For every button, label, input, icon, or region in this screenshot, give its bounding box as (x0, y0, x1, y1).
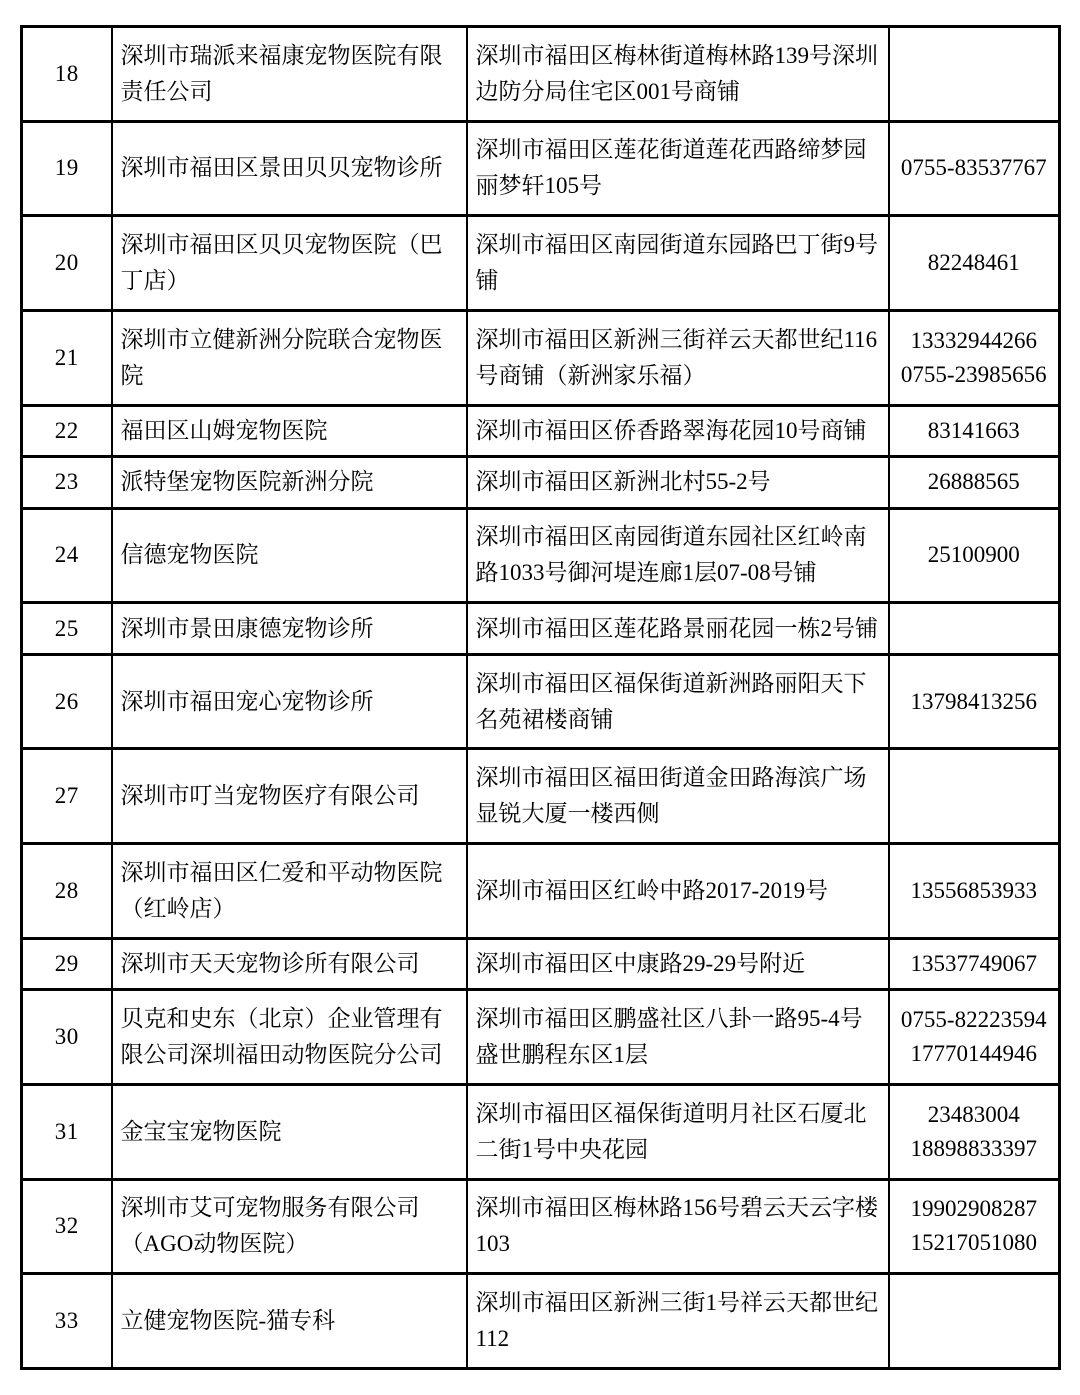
phone-cell (889, 749, 1060, 844)
phone-number: 0755-83537767 (900, 155, 1047, 181)
phone-number: 17770144946 (910, 1041, 1037, 1067)
phone-cell (889, 844, 1060, 939)
phone-number: 13332944266 (910, 327, 1037, 353)
table-row (22, 457, 1060, 509)
row-number-cell: 18 (22, 27, 112, 122)
row-number-cell: 28 (22, 844, 112, 939)
phone-number: 0755-82223594 (900, 1007, 1047, 1033)
table-row (22, 310, 1060, 405)
phone-cell (889, 310, 1060, 405)
address-cell: 深圳市福田区中康路29-29号附近 (467, 938, 889, 990)
hospital-name-cell: 深圳市福田区仁爱和平动物医院（红岭店） (112, 844, 467, 939)
phone-number: 13556853933 (910, 877, 1037, 903)
phone-number: 19902908287 (910, 1196, 1037, 1222)
row-number-cell: 24 (22, 508, 112, 603)
address-cell: 深圳市福田区南园街道东园路巴丁街9号铺 (467, 216, 889, 311)
phone-number: 25100900 (927, 542, 1020, 568)
row-number-cell: 33 (22, 1274, 112, 1369)
table-row (22, 603, 1060, 655)
row-number-cell: 29 (22, 938, 112, 990)
table-row (22, 1084, 1060, 1179)
phone-number: 83141663 (927, 417, 1020, 443)
table-row (22, 121, 1060, 216)
hospital-name-cell: 金宝宝宠物医院 (112, 1084, 467, 1179)
table-row (22, 1179, 1060, 1274)
hospital-name-cell: 福田区山姆宠物医院 (112, 405, 467, 457)
phone-cell (889, 457, 1060, 509)
phone-number: 13798413256 (910, 688, 1037, 714)
row-number-cell: 22 (22, 405, 112, 457)
hospital-name-cell: 深圳市天天宠物诊所有限公司 (112, 938, 467, 990)
phone-cell (889, 990, 1060, 1085)
table-row (22, 938, 1060, 990)
row-number-cell: 26 (22, 654, 112, 749)
address-cell: 深圳市福田区福田街道金田路海滨广场显锐大厦一楼西侧 (467, 749, 889, 844)
phone-cell (889, 938, 1060, 990)
phone-number: 15217051080 (910, 1230, 1037, 1256)
address-cell: 深圳市福田区鹏盛社区八卦一路95-4号盛世鹏程东区1层 (467, 990, 889, 1085)
row-number-cell: 19 (22, 121, 112, 216)
phone-cell (889, 603, 1060, 655)
row-number-cell: 30 (22, 990, 112, 1085)
table-row (22, 27, 1060, 122)
phone-number: 26888565 (927, 469, 1020, 495)
table-row (22, 508, 1060, 603)
phone-number: 18898833397 (910, 1135, 1037, 1161)
phone-cell (889, 27, 1060, 122)
phone-number: 23483004 (927, 1101, 1020, 1127)
address-cell: 深圳市福田区南园街道东园社区红岭南路1033号御河堤连廊1层07-08号铺 (467, 508, 889, 603)
table-row (22, 405, 1060, 457)
phone-cell (889, 405, 1060, 457)
address-cell: 深圳市福田区新洲三街1号祥云天都世纪112 (467, 1274, 889, 1369)
phone-number: 13537749067 (910, 951, 1037, 977)
row-number-cell: 31 (22, 1084, 112, 1179)
hospital-name-cell: 派特堡宠物医院新洲分院 (112, 457, 467, 509)
address-cell: 深圳市福田区福保街道明月社区石厦北二街1号中央花园 (467, 1084, 889, 1179)
phone-cell (889, 1084, 1060, 1179)
phone-cell (889, 216, 1060, 311)
address-cell: 深圳市福田区梅林街道梅林路139号深圳边防分局住宅区001号商铺 (467, 27, 889, 122)
phone-cell (889, 121, 1060, 216)
address-cell: 深圳市福田区梅林路156号碧云天云字楼103 (467, 1179, 889, 1274)
phone-cell (889, 1274, 1060, 1369)
address-cell: 深圳市福田区莲花路景丽花园一栋2号铺 (467, 603, 889, 655)
address-cell: 深圳市福田区红岭中路2017-2019号 (467, 844, 889, 939)
hospital-table-container (20, 25, 1058, 1370)
hospital-name-cell: 深圳市瑞派来福康宠物医院有限责任公司 (112, 27, 467, 122)
row-number-cell: 27 (22, 749, 112, 844)
hospital-name-cell: 深圳市福田宠心宠物诊所 (112, 654, 467, 749)
row-number-cell: 23 (22, 457, 112, 509)
phone-cell (889, 508, 1060, 603)
address-cell: 深圳市福田区莲花街道莲花西路缔梦园丽梦轩105号 (467, 121, 889, 216)
hospital-name-cell: 贝克和史东（北京）企业管理有限公司深圳福田动物医院分公司 (112, 990, 467, 1085)
hospital-name-cell: 深圳市福田区贝贝宠物医院（巴丁店） (112, 216, 467, 311)
table-row (22, 844, 1060, 939)
table-row (22, 749, 1060, 844)
phone-number: 82248461 (927, 250, 1020, 276)
address-cell: 深圳市福田区新洲三街祥云天都世纪116号商铺（新洲家乐福） (467, 310, 889, 405)
table-row (22, 1274, 1060, 1369)
hospital-table (20, 25, 1061, 1370)
hospital-table-body (22, 27, 1060, 1369)
address-cell: 深圳市福田区福保街道新洲路丽阳天下名苑裙楼商铺 (467, 654, 889, 749)
row-number-cell: 32 (22, 1179, 112, 1274)
table-row (22, 654, 1060, 749)
hospital-name-cell: 深圳市艾可宠物服务有限公司（AGO动物医院） (112, 1179, 467, 1274)
row-number-cell: 25 (22, 603, 112, 655)
phone-cell (889, 1179, 1060, 1274)
hospital-name-cell: 深圳市景田康德宠物诊所 (112, 603, 467, 655)
hospital-name-cell: 信德宠物医院 (112, 508, 467, 603)
phone-cell (889, 654, 1060, 749)
phone-number: 0755-23985656 (900, 361, 1047, 387)
address-cell: 深圳市福田区新洲北村55-2号 (467, 457, 889, 509)
hospital-name-cell: 深圳市立健新洲分院联合宠物医院 (112, 310, 467, 405)
table-row (22, 990, 1060, 1085)
row-number-cell: 20 (22, 216, 112, 311)
hospital-name-cell: 立健宠物医院-猫专科 (112, 1274, 467, 1369)
row-number-cell: 21 (22, 310, 112, 405)
address-cell: 深圳市福田区侨香路翠海花园10号商铺 (467, 405, 889, 457)
hospital-name-cell: 深圳市叮当宠物医疗有限公司 (112, 749, 467, 844)
table-row (22, 216, 1060, 311)
hospital-name-cell: 深圳市福田区景田贝贝宠物诊所 (112, 121, 467, 216)
